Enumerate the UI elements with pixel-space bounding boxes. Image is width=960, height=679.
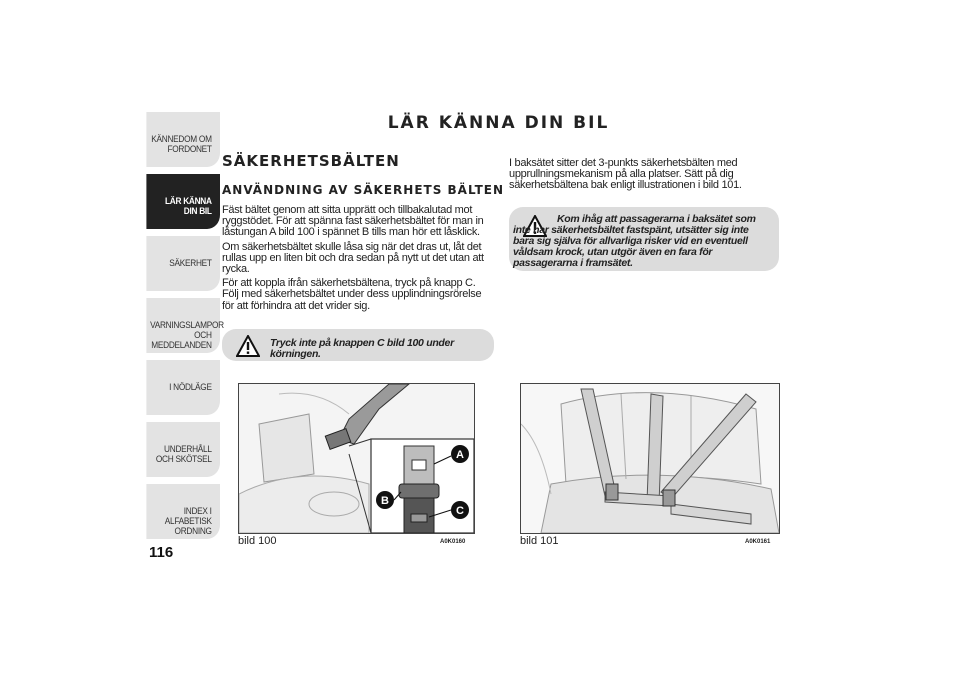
right-body-text [509, 158, 779, 195]
paragraph: För att koppla ifrån säkerhetsbältena, tryck på knapp C. Följ med säkerhetsbältet under dess upplindningsrörelse för att förhindra att det vrider sig. [222, 277, 482, 312]
label-c: C [456, 505, 464, 517]
figure-101-caption: bild 101 [520, 535, 559, 547]
tab-varningslampor[interactable]: VARNINGSLAMPOR OCH MEDDELANDEN [146, 298, 220, 353]
figure-101-code: A0K0161 [745, 539, 771, 545]
tab-i-nodlage[interactable]: I NÖDLÄGE [146, 360, 220, 415]
figure-100 [238, 383, 475, 534]
seatbelt-buckle-illustration [239, 384, 474, 533]
label-b: B [381, 495, 389, 507]
chapter-sidebar [140, 112, 224, 546]
page-title: LÄR KÄNNA DIN BIL [387, 113, 610, 133]
tab-index[interactable]: INDEX I ALFABETISK ORDNING [146, 484, 220, 539]
warning-box-rear [509, 207, 779, 271]
section-subtitle: ANVÄNDNING AV SÄKERHETS BÄLTEN [222, 183, 505, 197]
paragraph: Om säkerhetsbältet skulle låsa sig när det dras ut, låt det rullas upp en liten bit och dra sedan på nytt ut det utan att rycka. [222, 240, 484, 276]
figure-100-caption: bild 100 [238, 535, 277, 547]
rear-seat-belts-illustration [521, 384, 779, 533]
warning-box [222, 329, 494, 361]
warning-text: Kom ihåg att passagerarna i baksätet som inte har säkerhetsbältet fastspänt, utsätter sig inte bara sig själva för allvarliga risker vid en eventuell våldsam krock, utan utgör även en fara för passagerarna i framsätet. [513, 213, 756, 269]
section-title: SÄKERHETSBÄLTEN [222, 152, 400, 170]
tab-lar-kanna-din-bil[interactable]: LÄR KÄNNA DIN BIL [146, 174, 220, 229]
tab-kannedom-om-fordonet[interactable]: KÄNNEDOM OM FORDONET [146, 112, 220, 167]
left-body-text [222, 205, 494, 315]
paragraph: Fäst bältet genom att sitta upprätt och tillbakalutad mot ryggstödet. För att spänna fast säkerhetsbältet för man in låstungan A bild 100 i spännet B tills man hör ett låsklick. [222, 204, 484, 239]
label-a: A [456, 449, 464, 461]
tab-underhall-och-skotsel[interactable]: UNDERHÅLL OCH SKÖTSEL [146, 422, 220, 477]
figure-100-code: A0K0160 [440, 539, 466, 545]
tab-sakerhet[interactable]: SÄKERHET [146, 236, 220, 291]
page-number: 116 [149, 544, 174, 561]
warning-triangle-icon [236, 335, 260, 357]
paragraph: I baksätet sitter det 3-punkts säkerhetsbälten med upprullningsmekanism på alla platser. Sätt på dig säkerhetsbältena bak enligt illustrationen i bild 101. [509, 157, 742, 192]
warning-text: Tryck inte på knappen C bild 100 under körningen. [270, 337, 454, 360]
figure-101 [520, 383, 780, 534]
